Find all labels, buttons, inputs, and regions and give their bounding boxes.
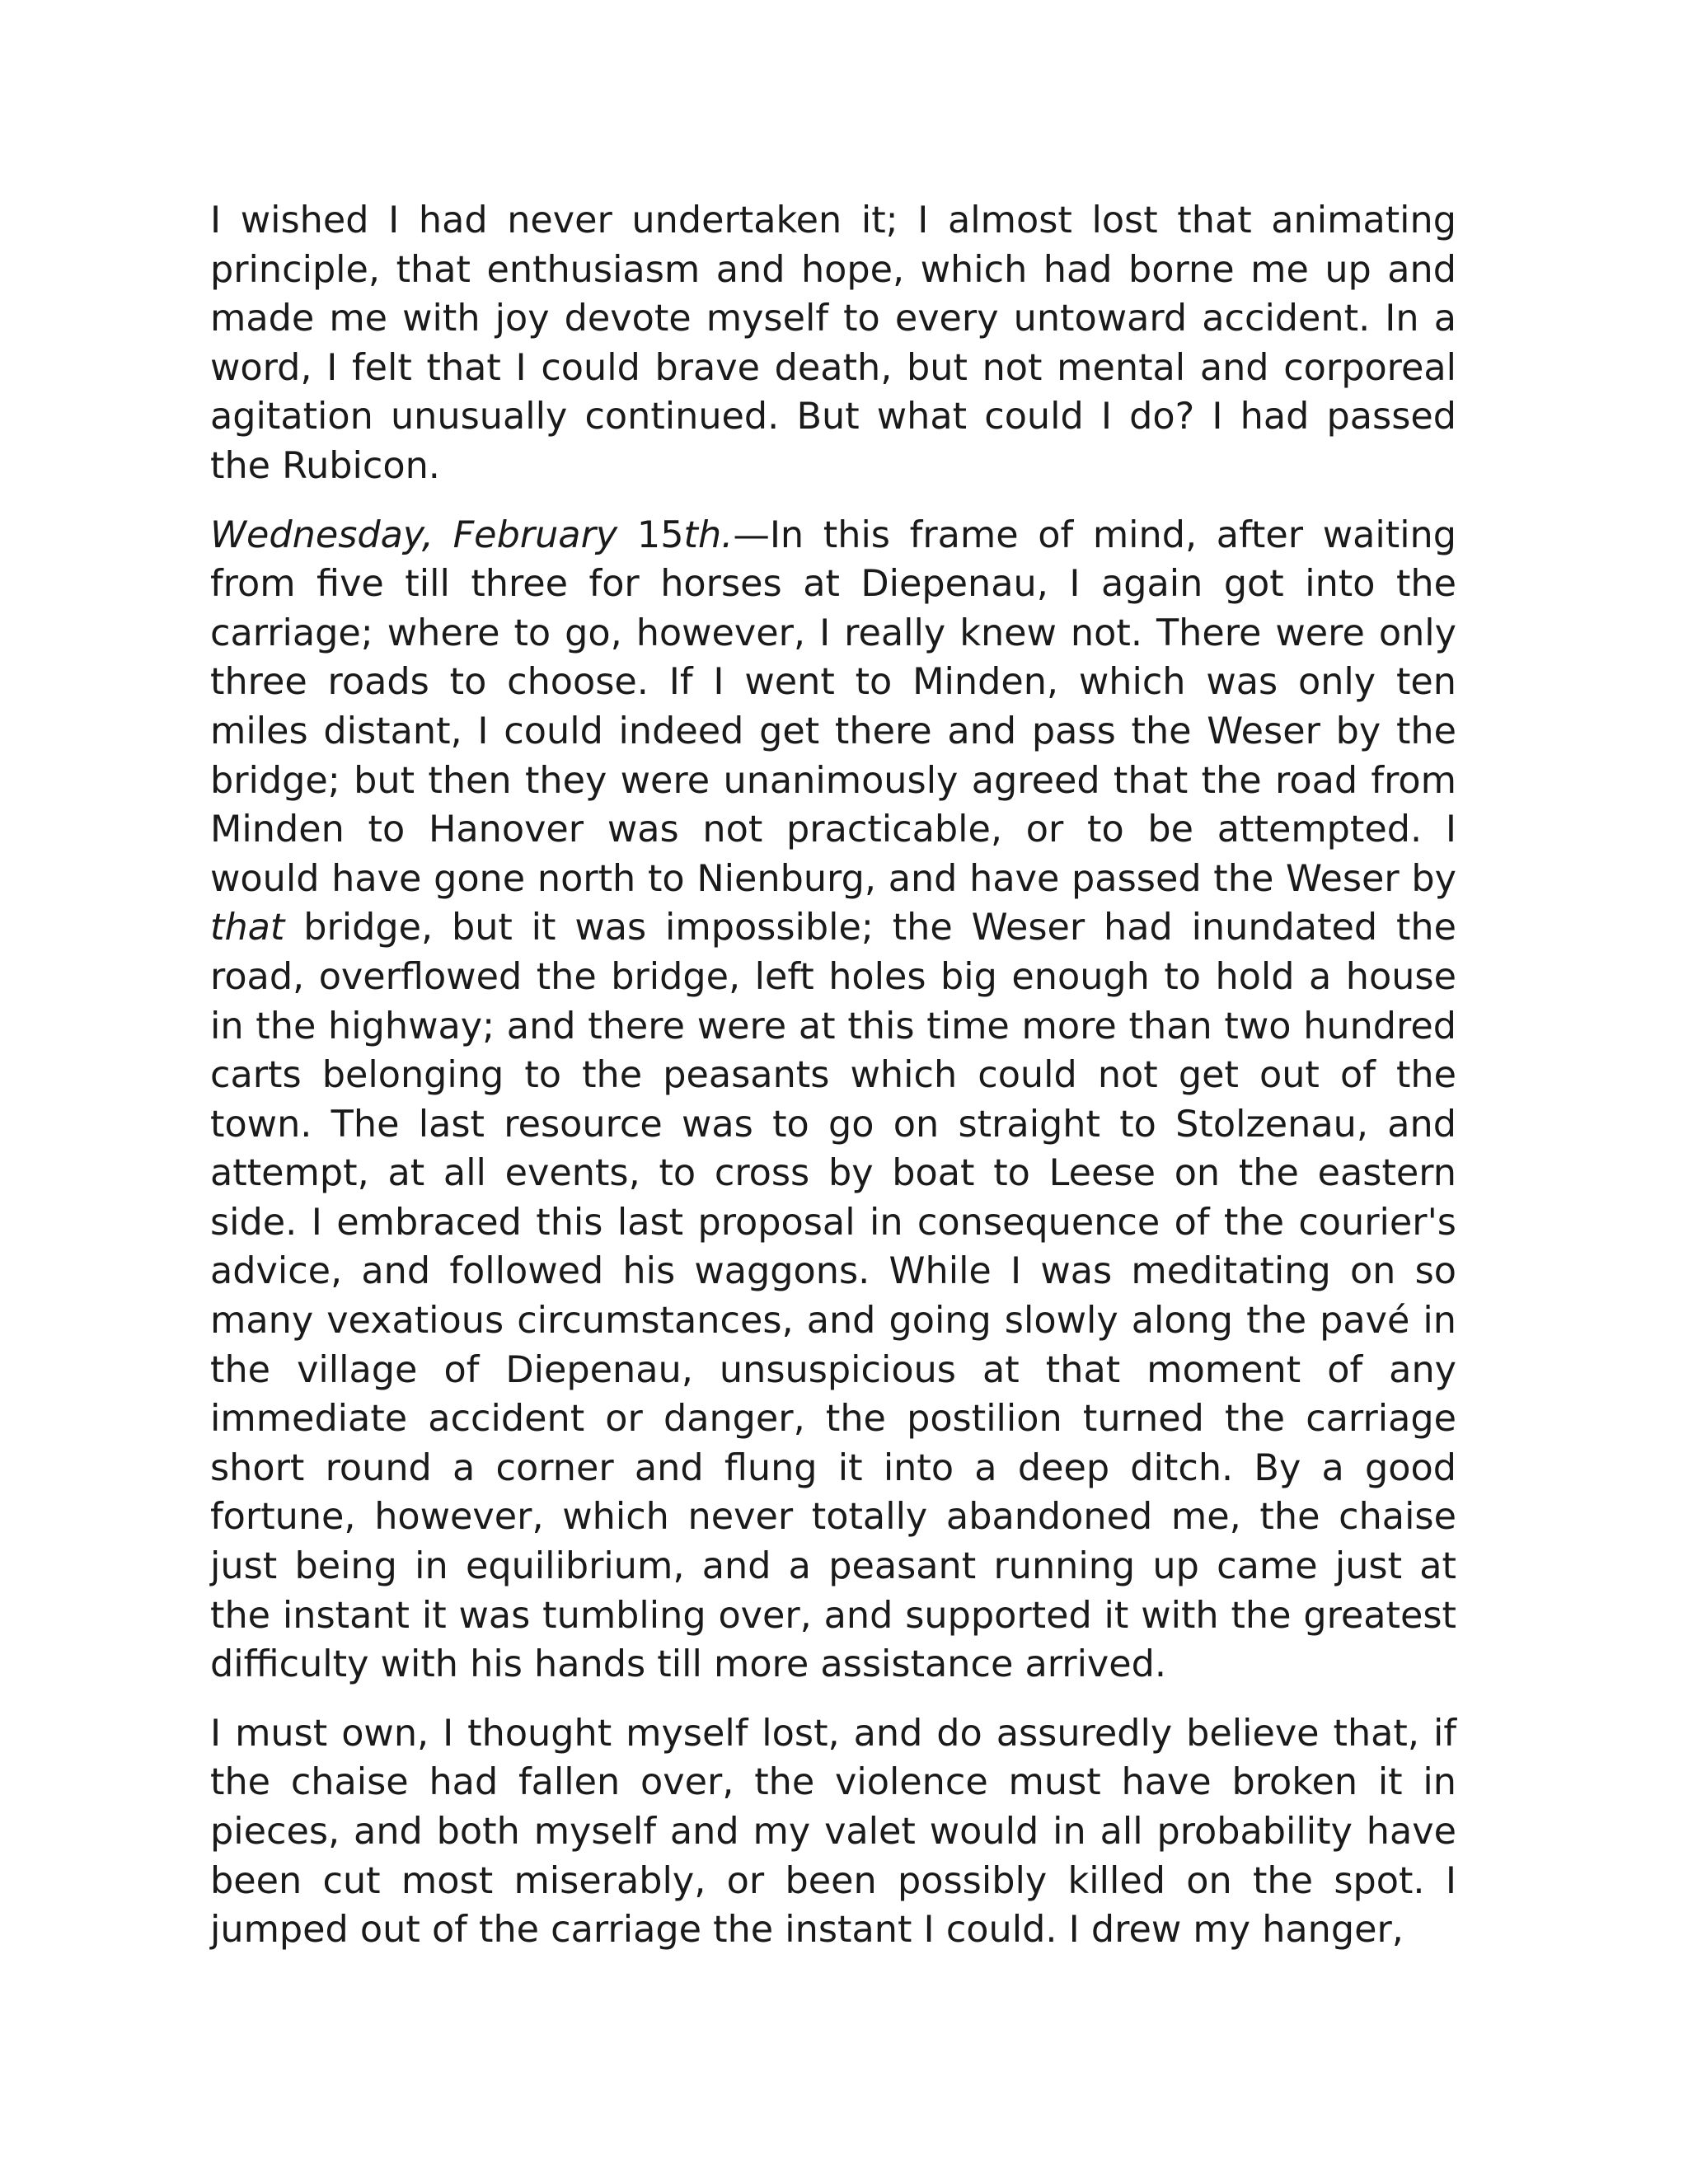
document-page bbox=[210, 196, 1456, 1975]
paragraph-3: I must own, I thought myself lost, and do assuredly believe that, if the chaise had fallen over, the violence must have broken it in pieces, and both myself and my valet would in all probability have been cut most miserably, or been possibly killed on the spot. I jumped out of the carriage the instant I could. I drew my hanger, bbox=[210, 1712, 1456, 1952]
diary-date-suffix: th. bbox=[683, 513, 734, 556]
diary-date-number: 15 bbox=[636, 513, 684, 556]
diary-date-day: Wednesday, February bbox=[210, 513, 618, 556]
paragraph-2 bbox=[210, 511, 1456, 1690]
paragraph-2-text-b: bridge, but it was impossible; the Weser had inundated the road, overflowed the bridge, left holes big enough to hold a house in the highway; and there were at this time more than two hundred carts belonging to the peasants which could not get out of the town. The last resource was to go on straight to Stolzenau, and attempt, at all events, to cross by boat to Leese on the eastern side. I embraced this last proposal in consequence of the courier's advice, and followed his waggons. While I was meditating on so many vexatious circumstances, and going slowly along the pavé in the village of Diepenau, unsuspicious at that moment of any immediate accident or danger, the postilion turned the carriage short round a corner and flung it into a deep ditch. By a good fortune, however, which never totally abandoned me, the chaise just being in equilibrium, and a peasant running up came just at the instant it was tumbling over, and supported it with the greatest difficulty with his hands till more assistance arrived. bbox=[210, 907, 1456, 1686]
emphasis-that: that bbox=[210, 907, 285, 949]
paragraph-1: I wished I had never undertaken it; I almost lost that animating principle, that enthusiasm and hope, which had borne me up and made me with joy devote myself to every untoward accident. In a word, I felt that I could brave death, but not mental and corporeal agitation unusually continued. But what could I do? I had passed the Rubicon. bbox=[210, 199, 1456, 487]
paragraph-2-text-a: —In this frame of mind, after waiting from five till three for horses at Diepenau, I again got into the carriage; where to go, however, I really knew not. There were only three roads to choose. If I went to Minden, which was only ten miles distant, I could indeed get there and pass the Weser by the bridge; but then they were unanimously agreed that the road from Minden to Hanover was not practicable, or to be attempted. I would have gone north to Nienburg, and have passed the Weser by bbox=[210, 513, 1457, 900]
